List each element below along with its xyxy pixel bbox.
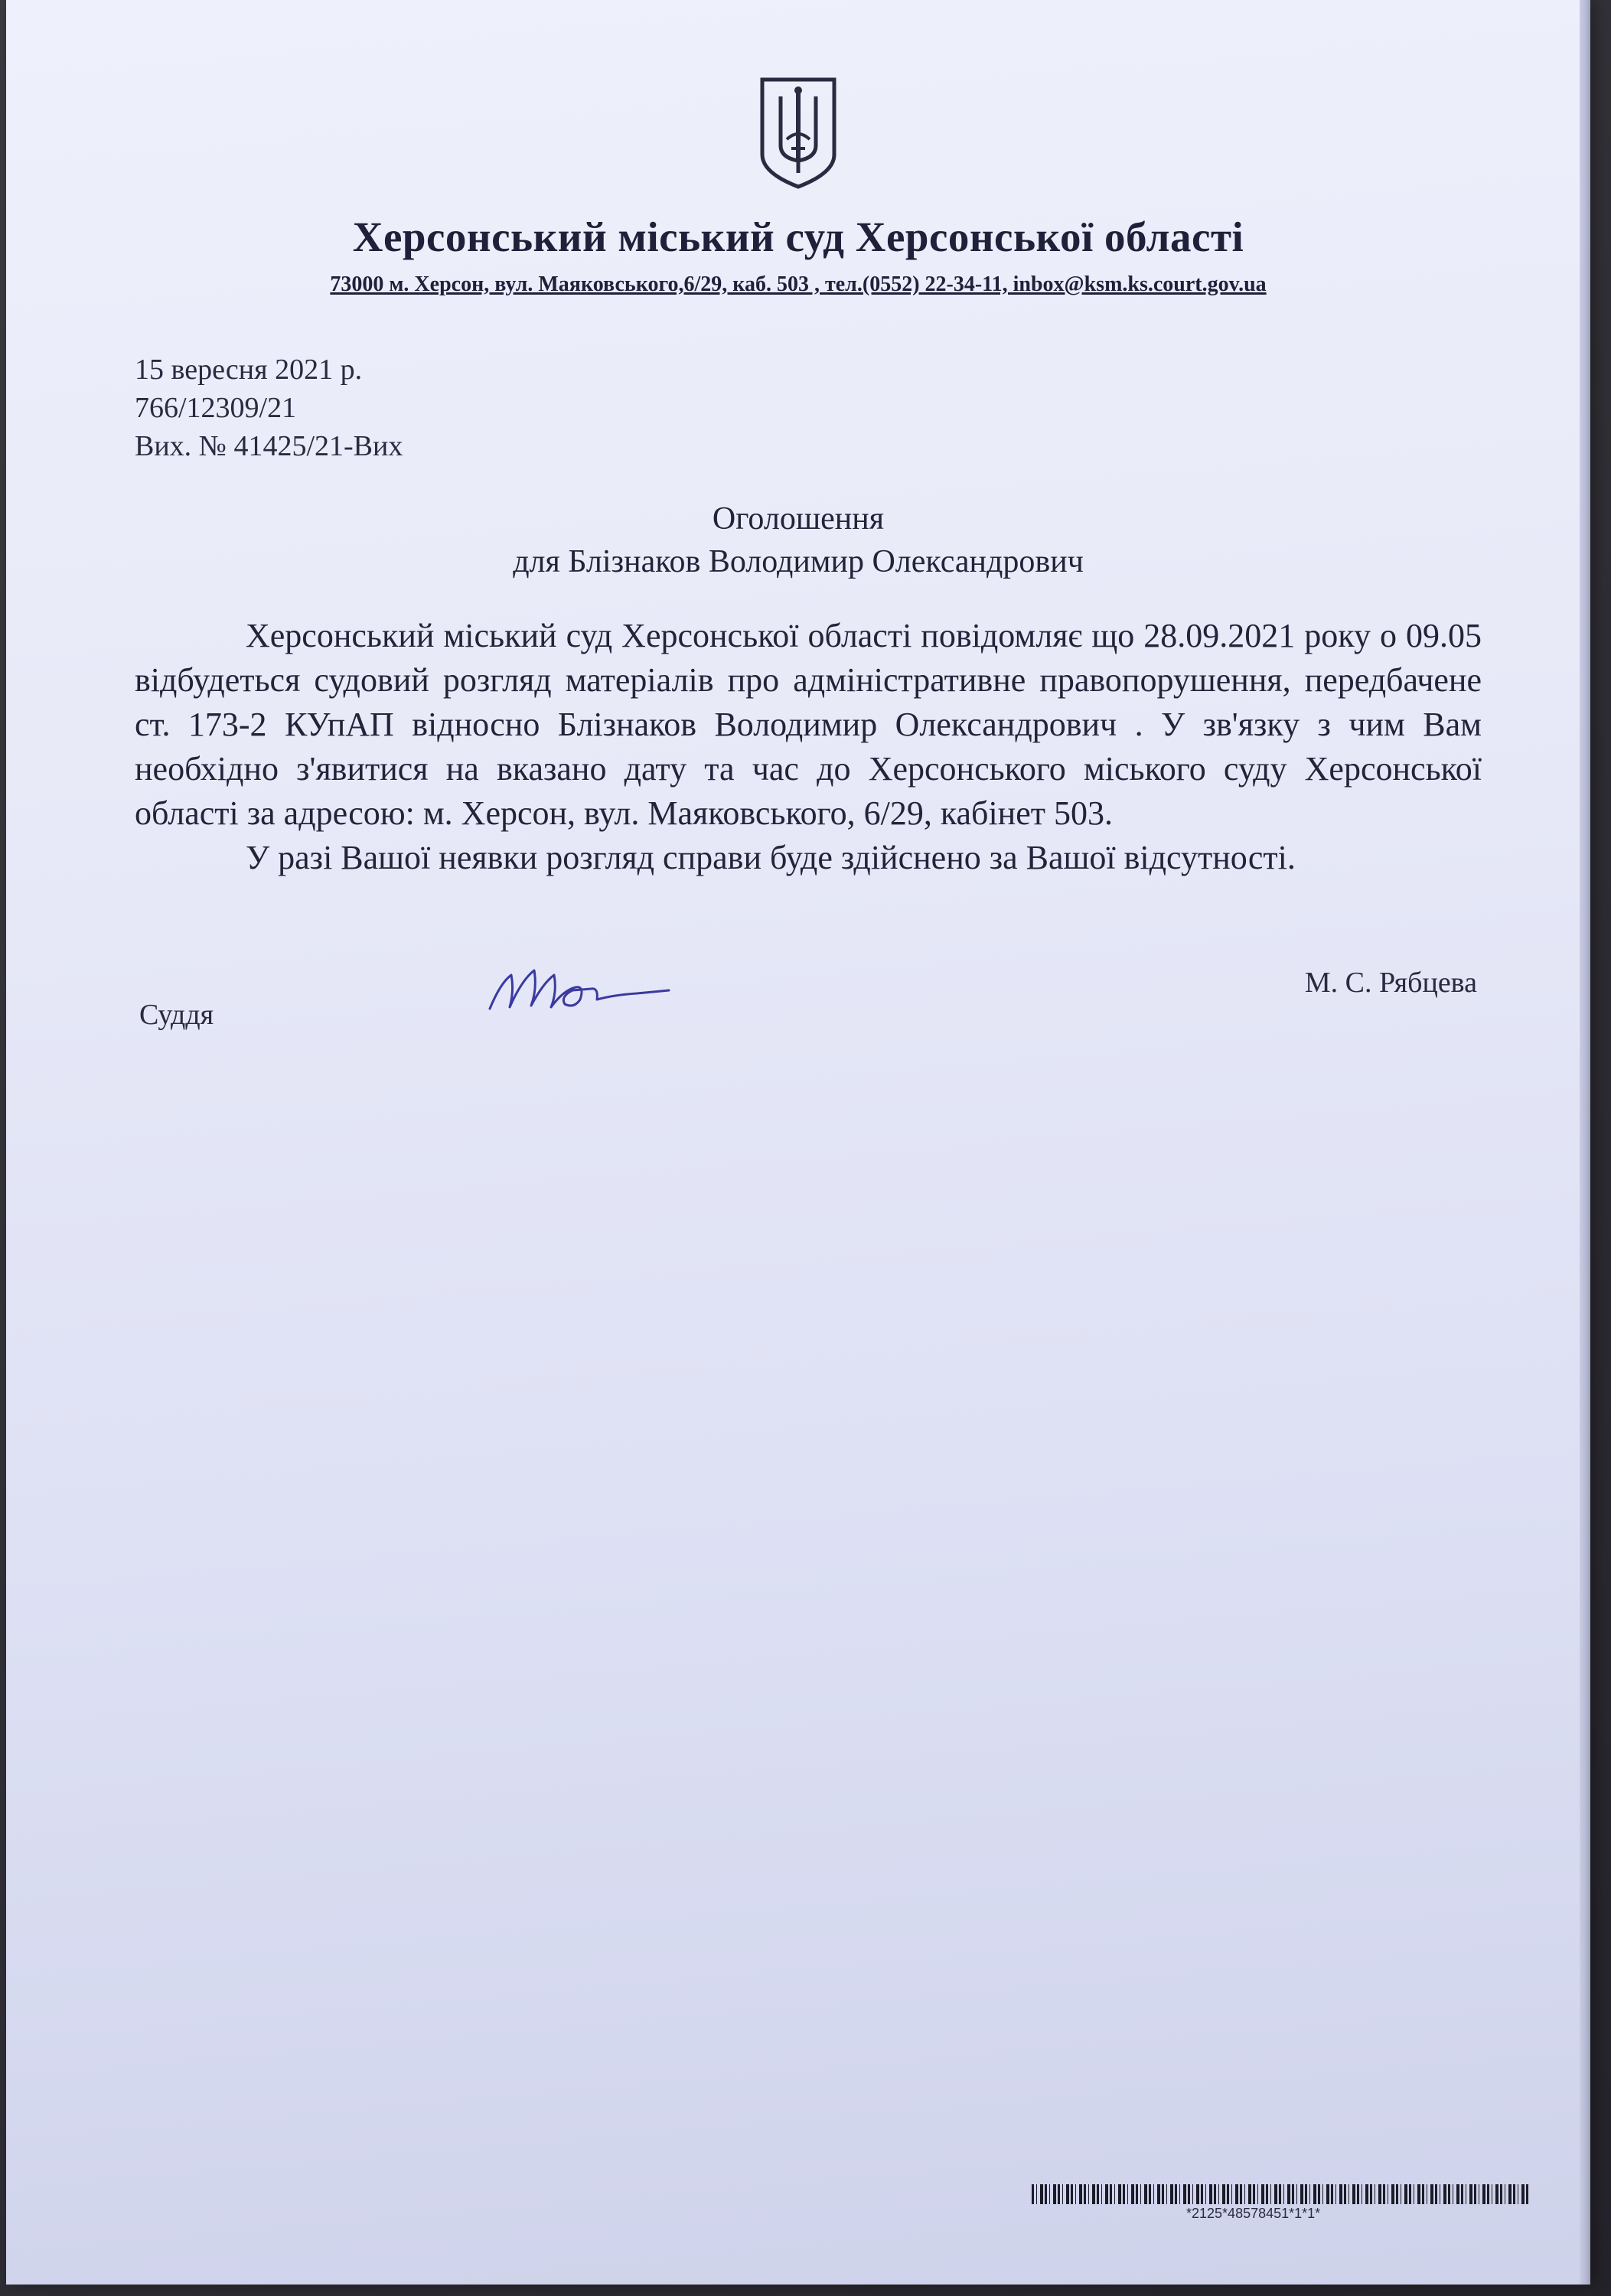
document-date: 15 вересня 2021 р. bbox=[135, 354, 363, 386]
notice-body bbox=[135, 614, 1482, 880]
document-meta bbox=[135, 351, 403, 465]
notice-recipient: для Блізнаков Володимир Олександрович bbox=[513, 544, 1084, 579]
court-name: Херсонський міський суд Херсонської області bbox=[352, 214, 1244, 260]
notice-heading bbox=[6, 497, 1590, 583]
page-edge bbox=[1580, 0, 1590, 2285]
case-number: 766/12309/21 bbox=[135, 392, 297, 424]
barcode bbox=[1032, 2184, 1529, 2204]
coat-of-arms-icon bbox=[758, 75, 839, 190]
judge-name: М. С. Рябцева bbox=[1304, 967, 1477, 999]
notice-title: Оголошення bbox=[712, 501, 885, 536]
judge-role: Суддя bbox=[139, 999, 214, 1031]
body-paragraph-2: У разі Вашої неявки розгляд справи буде здійснено за Вашої відсутності. bbox=[246, 839, 1296, 876]
handwritten-signature-icon bbox=[484, 960, 675, 1021]
court-address: 73000 м. Херсон, вул. Маяковського,6/29, каб. 503 , тел.(0552) 22-34-11, inbox@ksm.ks.court.gov.ua bbox=[330, 272, 1267, 296]
document-page bbox=[6, 0, 1590, 2285]
outgoing-number: Вих. № 41425/21-Вих bbox=[135, 430, 403, 462]
barcode-text: *2125*48578451*1*1* bbox=[1186, 2206, 1321, 2221]
body-paragraph-1: Херсонський міський суд Херсонської області повідомляє що 28.09.2021 року о 09.05 відбудеться судовий розгляд матеріалів про адміністративне правопорушення, передбачене ст. 173-2 КУпАП відносно Блізнаков Володимир Олександрович . У зв'язку з чим Вам необхідно з'явитися на вказано дату та час до Херсонського міського суду Херсонської області за адресою: м. Херсон, вул. Маяковського, 6/29, кабінет 503. bbox=[135, 617, 1482, 832]
